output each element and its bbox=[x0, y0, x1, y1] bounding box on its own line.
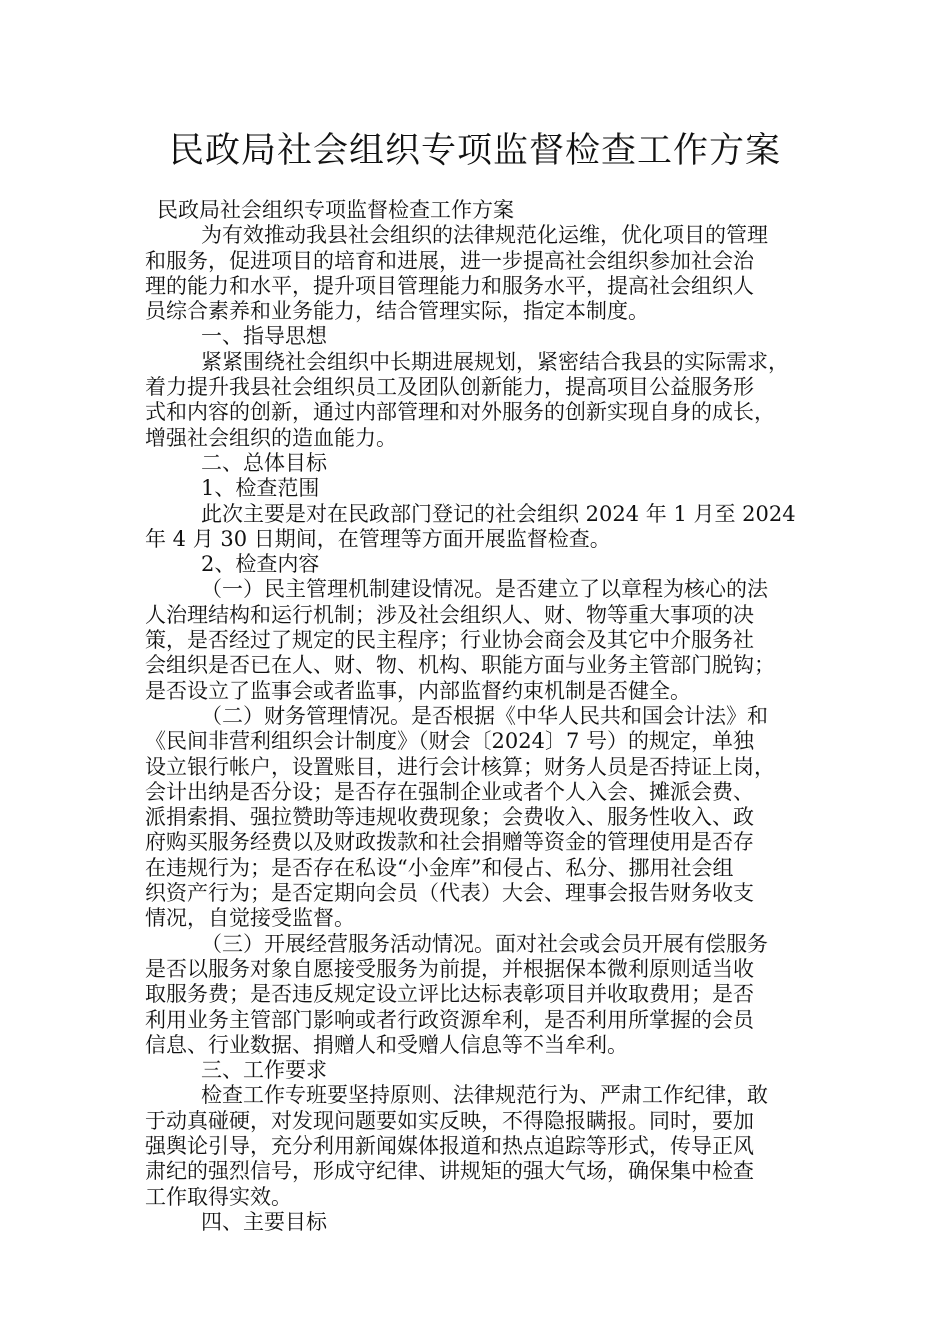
text-line: 此次主要是对在民政部门登记的社会组织 2024 年 1 月至 2024 bbox=[201, 501, 796, 526]
text-line: 府购买服务经费以及财政拨款和社会捐赠等资金的管理使用是否存 bbox=[145, 830, 754, 855]
text-line: 情况，自觉接受监督。 bbox=[145, 906, 355, 931]
text-line: 一、指导思想 bbox=[201, 324, 327, 349]
text-line: 为有效推动我县社会组织的法律规范化运维，优化项目的管理 bbox=[201, 223, 768, 248]
text-line: 工作取得实效。 bbox=[145, 1184, 292, 1209]
text-line: 紧紧围绕社会组织中长期进展规划，紧密结合我县的实际需求， bbox=[201, 349, 789, 374]
text-line: 年 4 月 30 日期间，在管理等方面开展监督检查。 bbox=[145, 526, 611, 551]
text-line: 着力提升我县社会组织员工及团队创新能力，提高项目公益服务形 bbox=[145, 375, 754, 400]
text-line: 是否以服务对象自愿接受服务为前提，并根据保本微利原则适当收 bbox=[145, 956, 754, 981]
text-line: 理的能力和水平，提升项目管理能力和服务水平，提高社会组织人 bbox=[145, 273, 754, 298]
text-line: 和服务，促进项目的培育和进展，进一步提高社会组织参加社会治 bbox=[145, 248, 754, 273]
text-line: 取服务费；是否违反规定设立评比达标表彰项目并收取费用；是否 bbox=[145, 982, 754, 1007]
text-line: 信息、行业数据、捐赠人和受赠人信息等不当牟利。 bbox=[145, 1032, 628, 1057]
text-line: 策，是否经过了规定的民主程序；行业协会商会及其它中介服务社 bbox=[145, 628, 754, 653]
text-line: 员综合素养和业务能力，结合管理实际，指定本制度。 bbox=[145, 299, 649, 324]
text-line: 利用业务主管部门影响或者行政资源牟利，是否利用所掌握的会员 bbox=[145, 1007, 754, 1032]
text-line: 增强社会组织的造血能力。 bbox=[145, 425, 397, 450]
text-line: 2、检查内容 bbox=[201, 552, 320, 577]
text-line: 于动真碰硬，对发现问题要如实反映，不得隐报瞒报。同时，要加 bbox=[145, 1108, 754, 1133]
text-line: 检查工作专班要坚持原则、法律规范行为、严肃工作纪律，敢 bbox=[201, 1083, 768, 1108]
text-line: 派捐索捐、强拉赞助等违规收费现象；会费收入、服务性收入、政 bbox=[145, 805, 754, 830]
text-line: 1、检查范围 bbox=[201, 476, 320, 501]
text-line: 会计出纳是否分设；是否存在强制企业或者个人入会、摊派会费、 bbox=[145, 779, 754, 804]
document-body bbox=[145, 198, 810, 1235]
text-line: 肃纪的强烈信号，形成守纪律、讲规矩的强大气场，确保集中检查 bbox=[145, 1159, 754, 1184]
text-line: （一）民主管理机制建设情况。是否建立了以章程为核心的法 bbox=[201, 577, 768, 602]
document-title: 民政局社会组织专项监督检查工作方案 bbox=[168, 131, 781, 171]
text-line: 人治理结构和运行机制；涉及社会组织人、财、物等重大事项的决 bbox=[145, 602, 754, 627]
text-line: 《民间非营利组织会计制度》（财会〔2024〕7 号）的规定，单独 bbox=[145, 729, 754, 754]
document-subtitle: 民政局社会组织专项监督检查工作方案 bbox=[157, 198, 514, 222]
text-line: （三）开展经营服务活动情况。面对社会或会员开展有偿服务 bbox=[201, 931, 768, 956]
text-line: 四、主要目标 bbox=[201, 1209, 327, 1234]
text-line: 三、工作要求 bbox=[201, 1058, 327, 1083]
text-line: 设立银行帐户，设置账目，进行会计核算；财务人员是否持证上岗， bbox=[145, 754, 775, 779]
text-line: 织资产行为；是否定期向会员（代表）大会、理事会报告财务收支 bbox=[145, 881, 754, 906]
text-line: 是否设立了监事会或者监事，内部监督约束机制是否健全。 bbox=[145, 678, 691, 703]
text-line: 二、总体目标 bbox=[201, 450, 327, 475]
text-line: 会组织是否已在人、财、物、机构、职能方面与业务主管部门脱钩； bbox=[145, 653, 775, 678]
text-line: 强舆论引导，充分利用新闻媒体报道和热点追踪等形式，传导正风 bbox=[145, 1133, 754, 1158]
text-line: 在违规行为；是否存在私设“小金库”和侵占、私分、挪用社会组 bbox=[145, 855, 734, 880]
text-line: 式和内容的创新，通过内部管理和对外服务的创新实现自身的成长， bbox=[145, 400, 775, 425]
text-line: （二）财务管理情况。是否根据《中华人民共和国会计法》和 bbox=[201, 703, 768, 728]
